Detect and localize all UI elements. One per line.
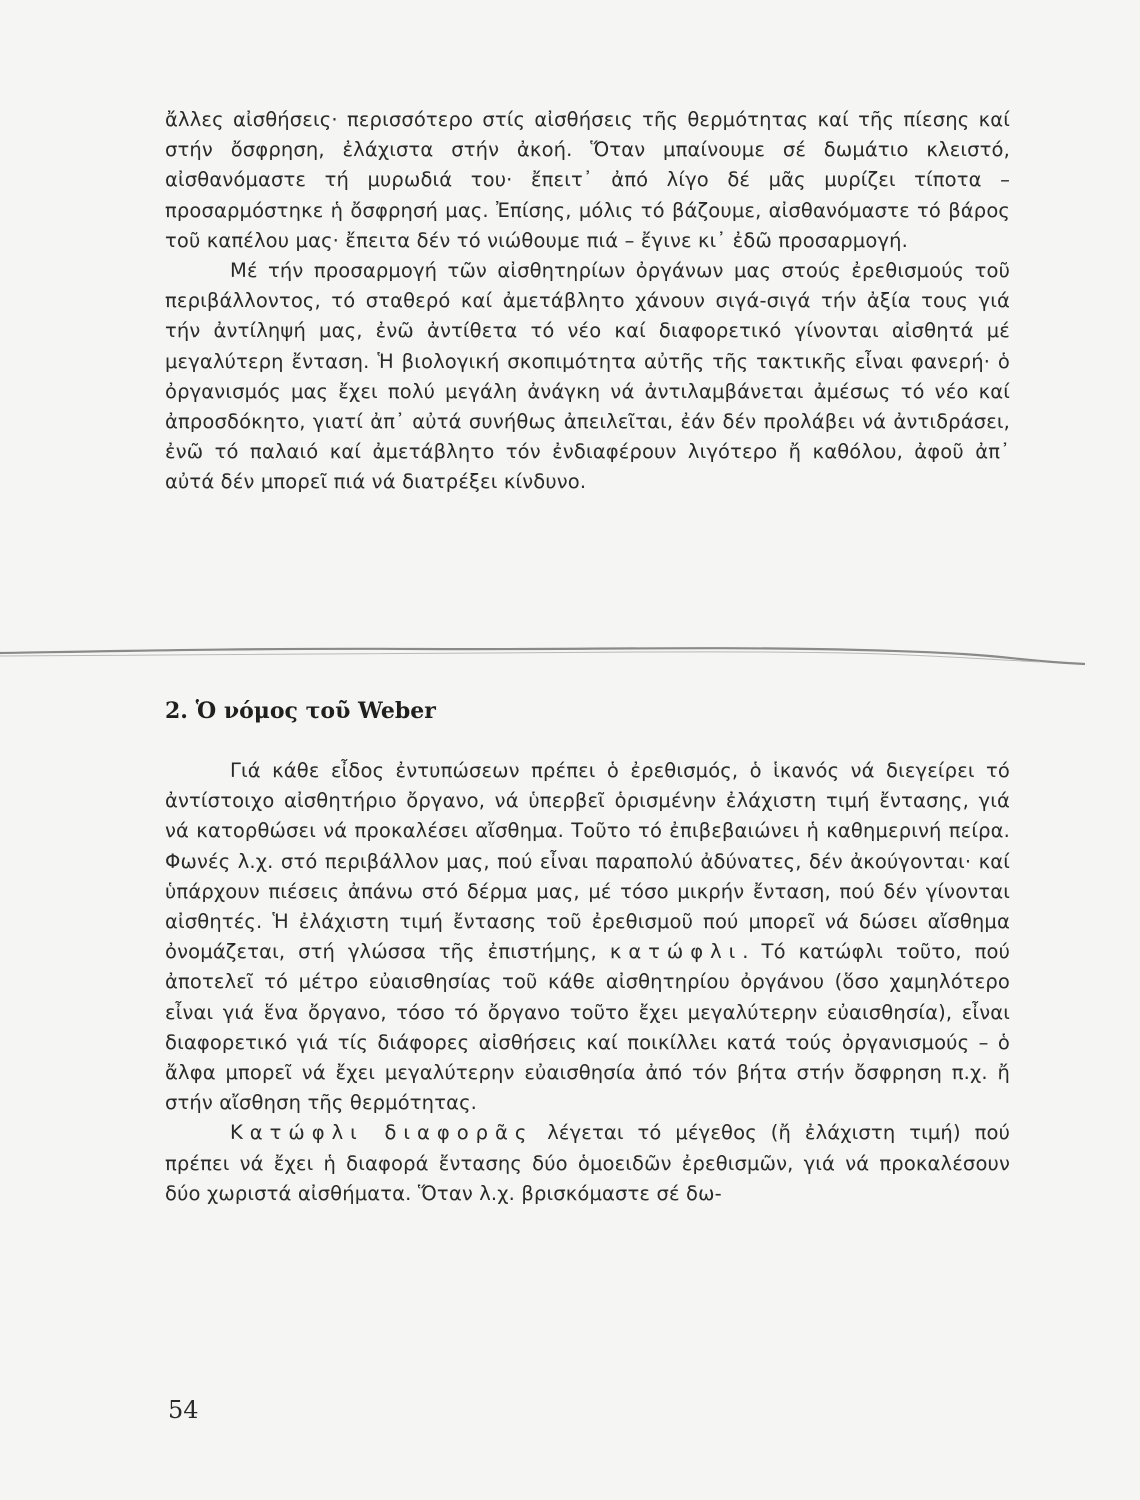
term-threshold: κατώφλι — [609, 940, 743, 964]
page-number: 54 — [168, 1396, 199, 1424]
section2-paragraph-2 — [165, 1118, 1010, 1209]
section1-paragraph-2: Μέ τήν προσαρμογή τῶν αἰσθητηρίων ὀργάνων μας στούς ἐρεθισμούς τοῦ περιβάλλοντος, τό σταθερό καί ἀμετάβλητο χάνουν σιγά-σιγά τήν ἀξία τους γιά τήν ἀντίληψή μας, ἐνῶ ἀντίθετα τό νέο καί διαφορετικό γίνονται αἰσθητά μέ μεγαλύτερη ἔνταση. Ἡ βιολογική σκοπιμότητα αὐτῆς τῆς τακτικῆς εἶναι φανερή· ὁ ὀργανισμός μας ἔχει πολύ μεγάλη ἀνάγκη νά ἀντιλαμβάνεται ἀμέσως τό νέο καί ἀπροσδόκητο, γιατί ἀπ᾽ αὐτά συνήθως ἀπειλεῖται, ἐάν δέν προλάβει νά ἀντιδράσει, ἐνῶ τό παλαιό καί ἀμετάβλητο τόν ἐνδιαφέρουν λιγότερο ἤ καθόλου, ἀφοῦ ἀπ᾽ αὐτά δέν μπορεῖ πιά νά διατρέξει κίνδυνο. — [165, 259, 1010, 494]
section1-text — [165, 105, 1010, 498]
paragraph2-rest: λέγεται τό μέγεθος (ἤ ἐλάχιστη τιμή) πού πρέπει νά ἔχει ἡ διαφορά ἔντασης δύο ὁμοειδῶν ἐρεθισμῶν, γιά νά προκαλέσουν δύο χωριστά αἰσθήματα. Ὅταν λ.χ. βρισκόμαστε σέ δω- — [165, 1121, 1011, 1205]
section1-paragraph-1: ἄλλες αἰσθήσεις· περισσότερο στίς αἰσθήσεις τῆς θερμότητας καί τῆς πίεσης καί στήν ὄσφρηση, ἐλάχιστα στήν ἀκοή. Ὅταν μπαίνουμε σέ δωμάτιο κλειστό, αἰσθανόμαστε τή μυρωδιά του· ἔπειτ᾽ ἀπό λίγο δέ μᾶς μυρίζει τίποτα – προσαρμόστηκε ἡ ὄσφρησή μας. Ἐπίσης, μόλις τό βάζουμε, αἰσθανόμαστε τό βάρος τοῦ καπέλου μας· ἔπειτα δέν τό νιώθουμε πιά – ἔγινε κι᾽ ἐδῶ προσαρμογή. — [165, 108, 1010, 252]
section2-text — [165, 756, 1010, 1209]
torn-paper-edge — [0, 636, 1140, 676]
section-heading: 2. Ὁ νόμος τοῦ Weber — [165, 698, 436, 724]
paragraph1-rest: . Τό κατώφλι τοῦτο, πού ἀποτελεῖ τό μέτρο εὐαισθησίας τοῦ κάθε αἰσθητηρίου ὀργάνου (ὅσο χαμηλότερο εἶναι γιά ἕνα ὄργανο, τόσο τό ὄργανο τοῦτο ἔχει μεγαλύτερην εὐαισθησία), εἶναι διαφορετικό γιά τίς διάφορες αἰσθήσεις καί ποικίλλει κατά τούς ὀργανισμούς – ὁ ἄλφα μπορεῖ νά ἔχει μεγαλύτερην εὐαισθησία ἀπό τόν βήτα στήν ὄσφρηση π.χ. ἤ στήν αἴσθηση τῆς θερμότητας. — [165, 940, 1010, 1115]
paragraph1-text: Γιά κάθε εἶδος ἐντυπώσεων πρέπει ὁ ἐρεθισμός, ὁ ἱκανός νά διεγείρει τό ἀντίστοιχο αἰσθητήριο ὄργανο, νά ὑπερβεῖ ὁρισμένην ἐλάχιστη τιμή ἔντασης, γιά νά κατορθώσει νά προκαλέσει αἴσθημα. Τοῦτο τό ἐπιβεβαιώνει ἡ καθημερινή πείρα. Φωνές λ.χ. στό περιβάλλον μας, πού εἶναι παραπολύ ἀδύνατες, δέν ἀκούγονται· καί ὑπάρχουν πιέσεις ἀπάνω στό δέρμα μας, μέ τόσο μικρήν ἔνταση, πού δέν γίνονται αἰσθητές. Ἡ ἐλάχιστη τιμή ἔντασης τοῦ ἐρεθισμοῦ πού μπορεῖ νά δώσει αἴσθημα ὀνομάζεται, στή γλώσσα τῆς ἐπιστήμης, — [165, 759, 1010, 964]
section2-paragraph-1 — [165, 756, 1010, 1118]
term-difference-threshold: Κατώφλι διαφορᾶς — [230, 1121, 534, 1145]
